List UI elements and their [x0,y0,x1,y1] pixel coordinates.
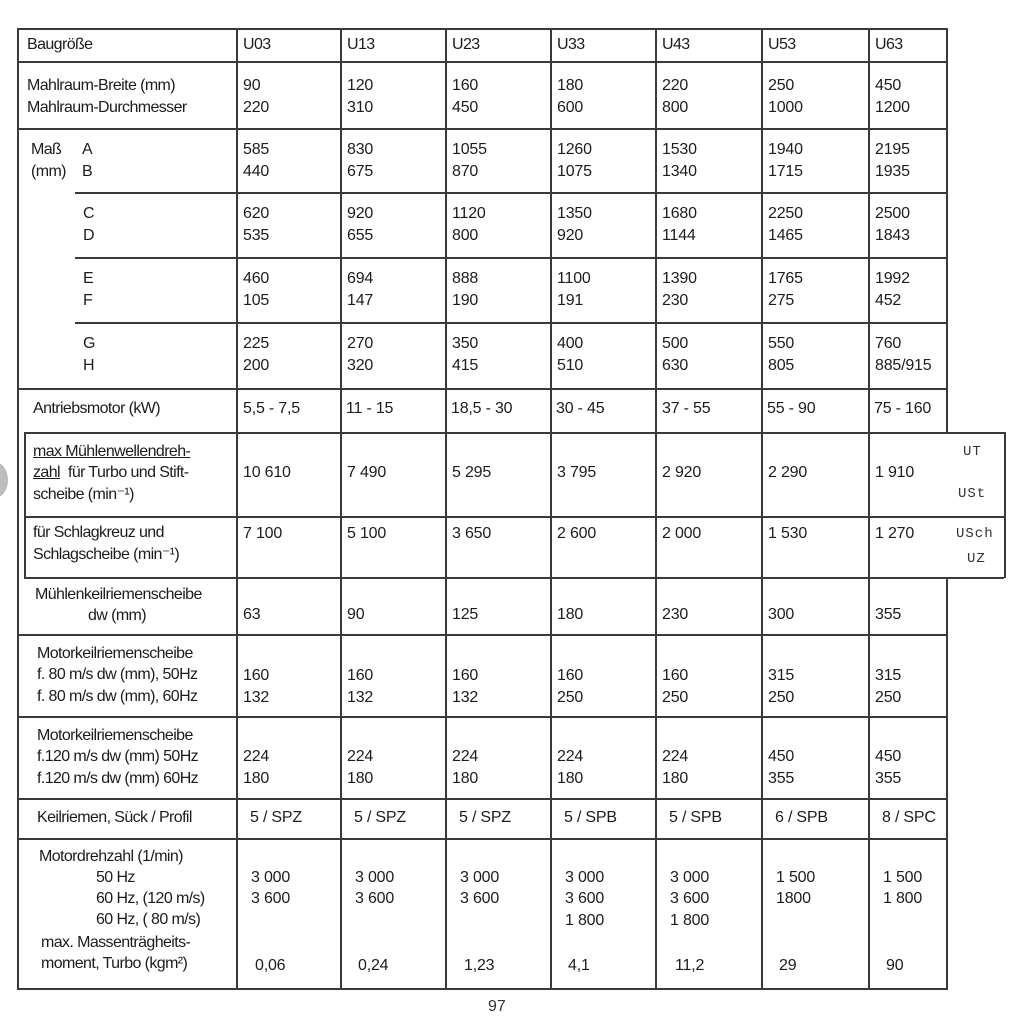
row-label-motordrehzahl-50hz: 50 Hz [96,869,135,886]
cell-value: 450 [452,99,479,116]
size-column-header: U43 [662,36,690,53]
cell-value: 63 [243,606,261,623]
cell-value: 600 [557,99,584,116]
cell-value: 1 800 [565,912,605,929]
cell-value: 230 [662,606,689,623]
cell-value: 300 [768,606,795,623]
row-label-keilriemen: Keilriemen, Sück / Profil [37,809,192,826]
row-label-muehlenkeilriemenscheibe: Mühlenkeilriemenscheibe [35,586,202,603]
row-label-antriebsmotor: Antriebsmotor (kW) [33,400,160,417]
cell-value: 90 [886,957,904,974]
row-label-motorkeil-80-50hz: f. 80 m/s dw (mm), 50Hz [37,666,198,683]
row-label-motorkeilriemenscheibe-80: Motorkeilriemenscheibe [37,645,193,662]
cell-value: 180 [662,770,689,787]
cell-value: 30 - 45 [556,400,605,417]
column-divider [868,28,870,990]
cell-value: 2500 [875,205,910,222]
cell-value: 1075 [557,163,592,180]
cell-value: 1260 [557,141,592,158]
cell-value: 3 000 [355,869,395,886]
cell-value: 5 100 [347,525,387,542]
cell-value: 90 [347,606,365,623]
cell-value: 1100 [557,270,591,287]
cell-value: 180 [557,77,584,94]
cell-value: 920 [347,205,374,222]
cell-value: 75 - 160 [874,400,932,417]
row-label-massentraegheit-unit: moment, Turbo (kgm²) [41,955,188,972]
cell-value: 180 [347,770,374,787]
cell-value: 10 610 [243,464,291,481]
cell-value: 5 / SPB [564,809,617,826]
cell-value: 3 600 [670,890,710,907]
cell-value: 3 000 [460,869,500,886]
cell-value: 160 [557,667,584,684]
row-divider [75,257,946,259]
cell-value: 355 [875,770,902,787]
dimension-letter: A [82,141,93,158]
cell-value: 160 [347,667,374,684]
cell-value: 535 [243,227,270,244]
cell-value: 415 [452,357,479,374]
cell-value: 250 [768,689,795,706]
cell-value: 1120 [452,205,486,222]
cell-value: 18,5 - 30 [451,400,513,417]
cell-value: 1 530 [768,525,808,542]
cell-value: 1 500 [883,869,923,886]
table-border-right-lower [946,578,948,990]
cell-value: 224 [452,748,479,765]
cell-value: 920 [557,227,584,244]
column-divider [655,28,657,990]
size-column-header: U33 [557,36,585,53]
cell-value: 1144 [662,227,696,244]
cell-value: 5 / SPZ [354,809,406,826]
cell-value: 1843 [875,227,910,244]
cell-value: 132 [243,689,270,706]
cell-value: 830 [347,141,374,158]
cell-value: 450 [875,748,902,765]
cell-value: 800 [662,99,689,116]
column-divider [340,28,342,990]
cell-value: 760 [875,335,902,352]
cell-value: 310 [347,99,374,116]
cell-value: 11,2 [675,957,705,974]
cell-value: 655 [347,227,374,244]
cell-value: 2 600 [557,525,597,542]
row-label-motorkeil-80-60hz: f. 80 m/s dw (mm), 60Hz [37,688,198,705]
cell-value: 450 [768,748,795,765]
cell-value: 1055 [452,141,487,158]
cell-value: 3 650 [452,525,492,542]
cell-value: 220 [662,77,689,94]
cell-value: 5 / SPZ [459,809,511,826]
dimension-letter: E [83,270,94,287]
size-column-header: U53 [768,36,796,53]
cell-value: 2195 [875,141,910,158]
row-label-drehzahl-turbo: max Mühlenwellendreh- [33,443,191,460]
cell-value: 500 [662,335,689,352]
cell-value: 1530 [662,141,697,158]
cell-value: 120 [347,77,374,94]
cell-value: 585 [243,141,270,158]
cell-value: 1340 [662,163,697,180]
dimension-letter: G [83,335,95,352]
cell-value: 1200 [875,99,910,116]
cell-value: 510 [557,357,584,374]
cell-value: 1715 [768,163,803,180]
row-label-motorkeil-120-60hz: f.120 m/s dw (mm) 60Hz [37,770,199,787]
cell-value: 800 [452,227,479,244]
row-label-drehzahl-turbo: für Turbo und Stift- [68,464,189,481]
cell-value: 1390 [662,270,697,287]
handwritten-note: USch [956,526,994,542]
cell-value: 694 [347,270,374,287]
column-divider [445,28,447,990]
cell-value: 2 290 [768,464,808,481]
handwritten-note: UZ [967,551,986,567]
table-border-right [946,28,948,432]
header-label: Baugröße [27,36,93,53]
cell-value: 450 [875,77,902,94]
row-divider [17,388,946,390]
cell-value: 224 [557,748,584,765]
cell-value: 888 [452,270,479,287]
cell-value: 2 920 [662,464,702,481]
cell-value: 160 [243,667,270,684]
cell-value: 7 490 [347,464,387,481]
column-divider [550,28,552,990]
cell-value: 1 910 [875,464,915,481]
row-label-drehzahl-schlag: für Schlagkreuz und [33,524,164,541]
cell-value: 147 [347,292,374,309]
cell-value: 275 [768,292,795,309]
dimension-letter: D [83,227,94,244]
cell-value: 160 [662,667,689,684]
cell-value: 400 [557,335,584,352]
cell-value: 0,24 [358,957,389,974]
cell-value: 220 [243,99,270,116]
cell-value: 1,23 [464,957,495,974]
cell-value: 870 [452,163,479,180]
punch-hole [0,462,8,498]
cell-value: 1680 [662,205,697,222]
cell-value: 132 [347,689,374,706]
cell-value: 550 [768,335,795,352]
cell-value: 5 295 [452,464,492,481]
row-label-drehzahl-schlag: Schlagscheibe (min⁻¹) [33,546,180,563]
cell-value: 1 800 [883,890,923,907]
cell-value: 2250 [768,205,803,222]
row-divider [17,838,946,840]
box-border-bottom [24,577,1004,579]
size-column-header: U23 [452,36,480,53]
cell-value: 250 [875,689,902,706]
cell-value: 180 [557,770,584,787]
cell-value: 250 [768,77,795,94]
handwritten-note: USt [958,486,987,502]
row-label-motordrehzahl-60hz-80: 60 Hz, ( 80 m/s) [96,911,201,928]
cell-value: 5,5 - 7,5 [243,400,300,417]
cell-value: 5 / SPB [669,809,722,826]
cell-value: 224 [243,748,270,765]
cell-value: 1992 [875,270,910,287]
cell-value: 3 600 [251,890,291,907]
cell-value: 452 [875,292,902,309]
row-label-motordrehzahl-60hz-120: 60 Hz, (120 m/s) [96,890,205,907]
cell-value: 11 - 15 [346,400,394,417]
cell-value: 2 000 [662,525,702,542]
cell-value: 350 [452,335,479,352]
table-border-bottom [17,988,946,990]
cell-value: 1935 [875,163,910,180]
row-divider [17,61,946,63]
cell-value: 90 [243,77,261,94]
cell-value: 160 [452,77,479,94]
cell-value: 55 - 90 [767,400,816,417]
cell-value: 805 [768,357,795,374]
box-border-left [24,432,26,578]
row-divider [17,634,946,636]
dimension-letter: H [83,357,94,374]
cell-value: 355 [875,606,902,623]
cell-value: 320 [347,357,374,374]
row-label-drehzahl-turbo: zahl [33,464,60,481]
cell-value: 37 - 55 [662,400,711,417]
cell-value: 6 / SPB [775,809,828,826]
cell-value: 0,06 [255,957,286,974]
row-label-motorkeil-120-50hz: f.120 m/s dw (mm) 50Hz [37,748,199,765]
cell-value: 7 100 [243,525,283,542]
cell-value: 1940 [768,141,803,158]
table-border-top [17,28,946,30]
cell-value: 1000 [768,99,803,116]
cell-value: 225 [243,335,270,352]
cell-value: 8 / SPC [882,809,936,826]
cell-value: 224 [662,748,689,765]
row-label-mass: Maß [31,141,62,158]
row-divider [75,192,946,194]
row-divider [17,128,946,130]
row-divider [75,322,946,324]
row-label-motordrehzahl: Motordrehzahl (1/min) [39,848,183,865]
cell-value: 315 [875,667,902,684]
table-border-left [17,28,19,990]
cell-value: 885/915 [875,357,932,374]
cell-value: 180 [452,770,479,787]
cell-value: 1465 [768,227,803,244]
box-border-right [1004,432,1006,578]
size-column-header: U63 [875,36,903,53]
handwritten-note: UT [963,444,982,460]
cell-value: 190 [452,292,479,309]
cell-value: 3 600 [565,890,605,907]
cell-value: 630 [662,357,689,374]
cell-value: 3 795 [557,464,597,481]
cell-value: 3 000 [670,869,710,886]
cell-value: 355 [768,770,795,787]
row-divider [17,798,946,800]
cell-value: 125 [452,606,479,623]
row-label-drehzahl-turbo: scheibe (min⁻¹) [33,486,134,503]
cell-value: 1 500 [776,869,816,886]
column-divider [236,28,238,990]
size-column-header: U13 [347,36,375,53]
row-divider [24,516,1004,518]
cell-value: 180 [557,606,584,623]
cell-value: 224 [347,748,374,765]
cell-value: 180 [243,770,270,787]
cell-value: 105 [243,292,270,309]
cell-value: 250 [557,689,584,706]
cell-value: 1 270 [875,525,915,542]
row-label-mahlraum-durchmesser: Mahlraum-Durchmesser [27,99,187,116]
dimension-letter: F [83,292,93,309]
dimension-letter: C [83,205,94,222]
cell-value: 3 000 [251,869,291,886]
cell-value: 270 [347,335,374,352]
cell-value: 191 [557,292,584,309]
box-border-top [24,432,1004,434]
cell-value: 315 [768,667,795,684]
cell-value: 1350 [557,205,592,222]
cell-value: 3 000 [565,869,605,886]
cell-value: 29 [779,957,797,974]
cell-value: 675 [347,163,374,180]
cell-value: 3 600 [355,890,395,907]
page-number: 97 [488,998,506,1015]
row-label-mahlraum-breite: Mahlraum-Breite (mm) [27,77,176,94]
row-divider [17,716,946,718]
cell-value: 460 [243,270,270,287]
cell-value: 250 [662,689,689,706]
cell-value: 3 600 [460,890,500,907]
cell-value: 160 [452,667,479,684]
row-label-muehlenkeilriemenscheibe-dw: dw (mm) [88,607,147,624]
cell-value: 230 [662,292,689,309]
cell-value: 5 / SPZ [250,809,302,826]
row-label-mass-unit: (mm) [31,163,66,180]
cell-value: 1765 [768,270,803,287]
cell-value: 1 800 [670,912,710,929]
cell-value: 200 [243,357,270,374]
row-label-massentraegheit: max. Massenträgheits- [41,934,191,951]
size-column-header: U03 [243,36,271,53]
cell-value: 4,1 [568,957,590,974]
dimension-letter: B [82,163,93,180]
cell-value: 440 [243,163,270,180]
row-label-motorkeilriemenscheibe-120: Motorkeilriemenscheibe [37,727,193,744]
cell-value: 1800 [776,890,811,907]
cell-value: 620 [243,205,270,222]
cell-value: 132 [452,689,479,706]
column-divider [761,28,763,990]
